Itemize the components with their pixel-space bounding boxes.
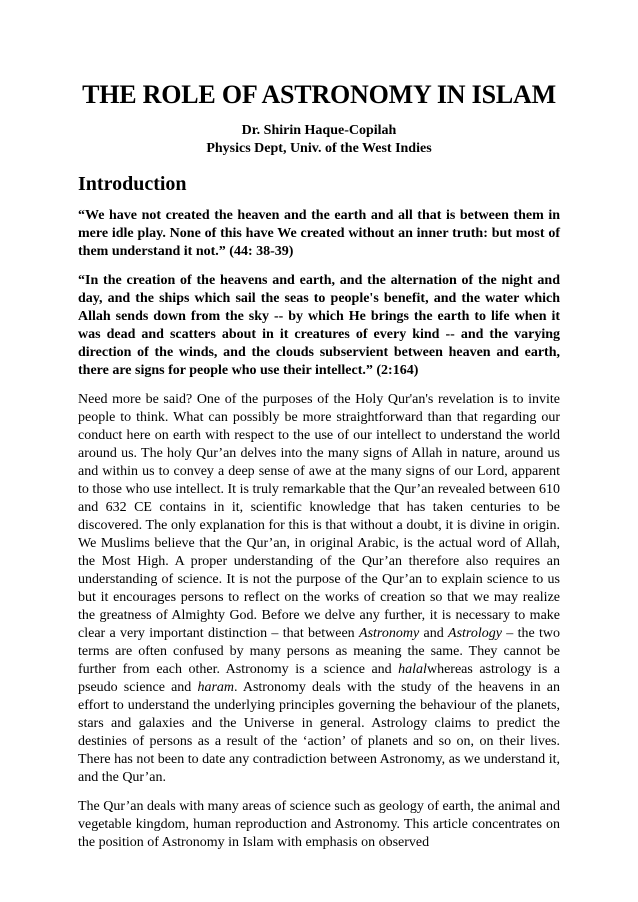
author-name: Dr. Shirin Haque-Copilah [241, 123, 397, 138]
quote-paragraph-2: “In the creation of the heavens and earth, and the alternation of the night and day, and the ships which sail the seas to people's benefit, and the water which Allah sends down from the sky -- by which He brings the earth to life when it was dead and scatters about in it creatures of every kind -- and the varying direction of the winds, and the clouds subservient between heaven and earth, there are signs for people who use their intellect.” (2:164) [78, 273, 560, 378]
author-affiliation: Physics Dept, Univ. of the West Indies [206, 141, 432, 156]
body-text: and [419, 626, 449, 641]
document-title: THE ROLE OF ASTRONOMY IN ISLAM [82, 80, 556, 109]
body-paragraph-2: The Qur’an deals with many areas of science such as geology of earth, the animal and vegetable kingdom, human reproduction and Astronomy. This article concentrates on the position of Astronomy in Islam with emphasis on observed [78, 799, 560, 850]
body-text: whereas astrology is a pseudo science and [78, 662, 560, 695]
body-text: – the two terms are often confused by many persons as meaning the same. They cannot be further from each other. Astronomy is a science and [78, 626, 561, 677]
body-paragraph-1 [78, 391, 560, 787]
section-heading: Introduction [78, 173, 187, 195]
term-halal: halal [398, 662, 427, 677]
author-block [78, 122, 560, 158]
term-astronomy: Astronomy [359, 626, 420, 641]
quote-paragraph-1: “We have not created the heaven and the earth and all that is between them in mere idle play. None of this have We created without an inner truth: but most of them understand it not.” (44: 38-39) [78, 208, 560, 259]
body-text: . Astronomy deals with the study of the heavens in an effort to understand the underlying principles governing the behaviour of the planets, stars and galaxies and the Universe in general. Astrology claims to predict the destinies of persons as a result of the ‘action’ of planets and so on, on their lives. There has not been to date any contradiction between Astronomy, as we understand it, and the Qur’an. [78, 680, 560, 785]
body-text: Need more be said? One of the purposes of the Holy Qur'an's revelation is to invite people to think. What can possibly be more straightforward than that regarding our conduct here on earth with respect to the use of our intellect to understand the world around us. The holy Qur’an delves into the many signs of Allah in nature, around us and within us to convey a deep sense of awe at the many signs of our Lord, apparent to those who use intellect. It is truly remarkable that the Qur’an revealed between 610 and 632 CE contains in it, scientific knowledge that has taken centuries to be discovered. The only explanation for this is that without a doubt, it is divine in origin. We Muslims believe that the Qur’an, in original Arabic, is the actual word of Allah, the Most High. A proper understanding of the Qur’an therefore also requires an understanding of science. It is not the purpose of the Qur’an to explain science to us but it encourages persons to reflect on the works of creation so that we may realize the greatness of Almighty God. Before we delve any further, it is necessary to make clear a very important distinction – that between [78, 392, 560, 641]
term-astrology: Astrology [448, 626, 502, 641]
term-haram: haram [197, 680, 234, 695]
